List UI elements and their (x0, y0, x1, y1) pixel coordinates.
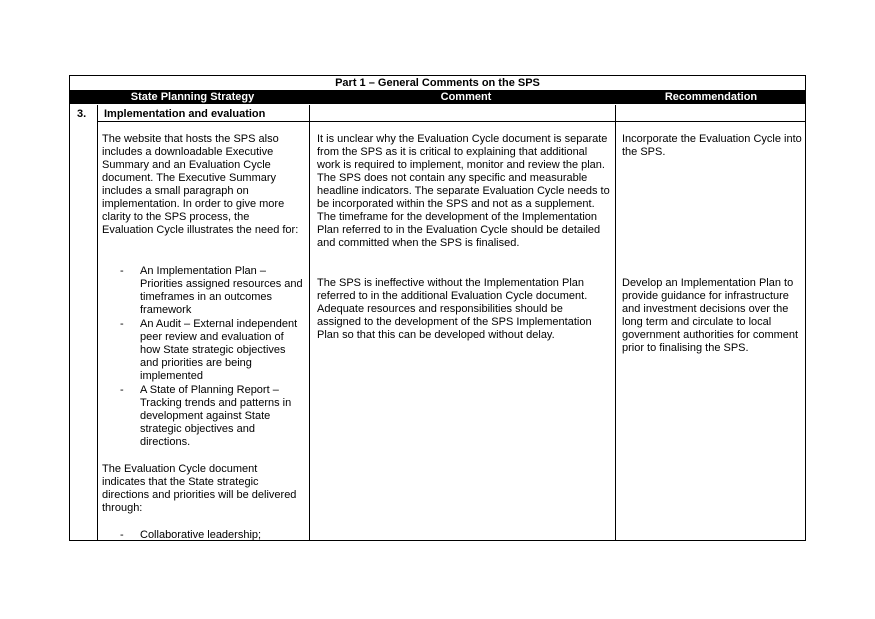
recommendation-1: Incorporate the Evaluation Cycle into the SPS. (622, 133, 802, 158)
strategy-paragraph-2: The Evaluation Cycle document indicates that the State strategic directions and priorities will be delivered through: (102, 463, 297, 514)
table-header-row (70, 91, 805, 104)
recommendation-2: Develop an Implementation Plan to provide guidance for infrastructure and investment decisions over the long term and circulate to local government authorities for comment prior to finalising the SPS. (622, 277, 799, 354)
header-recommendation: Recommendation (664, 91, 758, 103)
comments-table (69, 75, 806, 541)
table-title: Part 1 – General Comments on the SPS (70, 76, 805, 91)
row-number: 3. (77, 108, 87, 120)
table-row: 3. Implementation and evaluation The website that hosts the SPS also includes a downloadable Executive Summary and an Evaluation Cycle document. The Executive Summary includes a small paragraph on implementation. In order to give more clarity to the SPS process, the Evaluation Cycle illustrates the need for: - An Implementation Plan – Priorities assigned resources and timeframes in an outcomes framework - An Audit – External independent peer review and evaluation of how State strategic objectives and priorities are being implemented - A State of Planning Report – Tracking trends and patterns in development against State strategic objectives and directions. The Evaluation Cycle document indicates that the State strategic directions and priorities will be delivered through: - Collaborative leadership; It is unclear why the Evaluation Cycle document is separate from the SPS as it is critical to explaining that additional work is required to implement, monitor and review the plan. The SPS does not contain any specific and measurable headline indicators. The separate Evaluation Cycle needs to be incorporated within the SPS and not as a supplement. The timeframe for the development of the Implementation Plan referred to in the Evaluation Cycle should be detailed and committed when the SPS is finalised. The SPS is ineffective without the Implementation Plan referred to in the additional Evaluation Cycle document. Adequate resources and responsibilities should be assigned to the development of the SPS Implementation Plan so that this can be developed without delay. Incorporate the Evaluation Cycle into the SPS. Develop an Implementation Plan to provide guidance for infrastructure and investment decisions over the long term and circulate to local government authorities for comment prior to finalising the SPS. (70, 105, 805, 540)
header-state-planning-strategy: State Planning Strategy (130, 91, 255, 103)
section-heading: Implementation and evaluation (104, 108, 266, 120)
comment-2: The SPS is ineffective without the Implementation Plan referred to in the additional Evaluation Cycle document. Adequate resources and responsibilities should be assigned to the development of the SPS Implementation Plan so that this can be developed without delay. (317, 277, 592, 341)
header-comment: Comment (440, 91, 492, 103)
strategy-intro: The website that hosts the SPS also includes a downloadable Executive Summary and an Evaluation Cycle document. The Executive Summary includes a small paragraph on implementation. In order to give more clarity to the SPS process, the Evaluation Cycle illustrates the need for: (102, 133, 299, 236)
comment-1: It is unclear why the Evaluation Cycle document is separate from the SPS as it is critical to explaining that additional work is required to implement, monitor and review the plan. The SPS does not contain any specific and measurable headline indicators. The separate Evaluation Cycle needs to be incorporated within the SPS and not as a supplement. The timeframe for the development of the Implementation Plan referred to in the Evaluation Cycle should be detailed and committed when the SPS is finalised. (317, 133, 610, 249)
